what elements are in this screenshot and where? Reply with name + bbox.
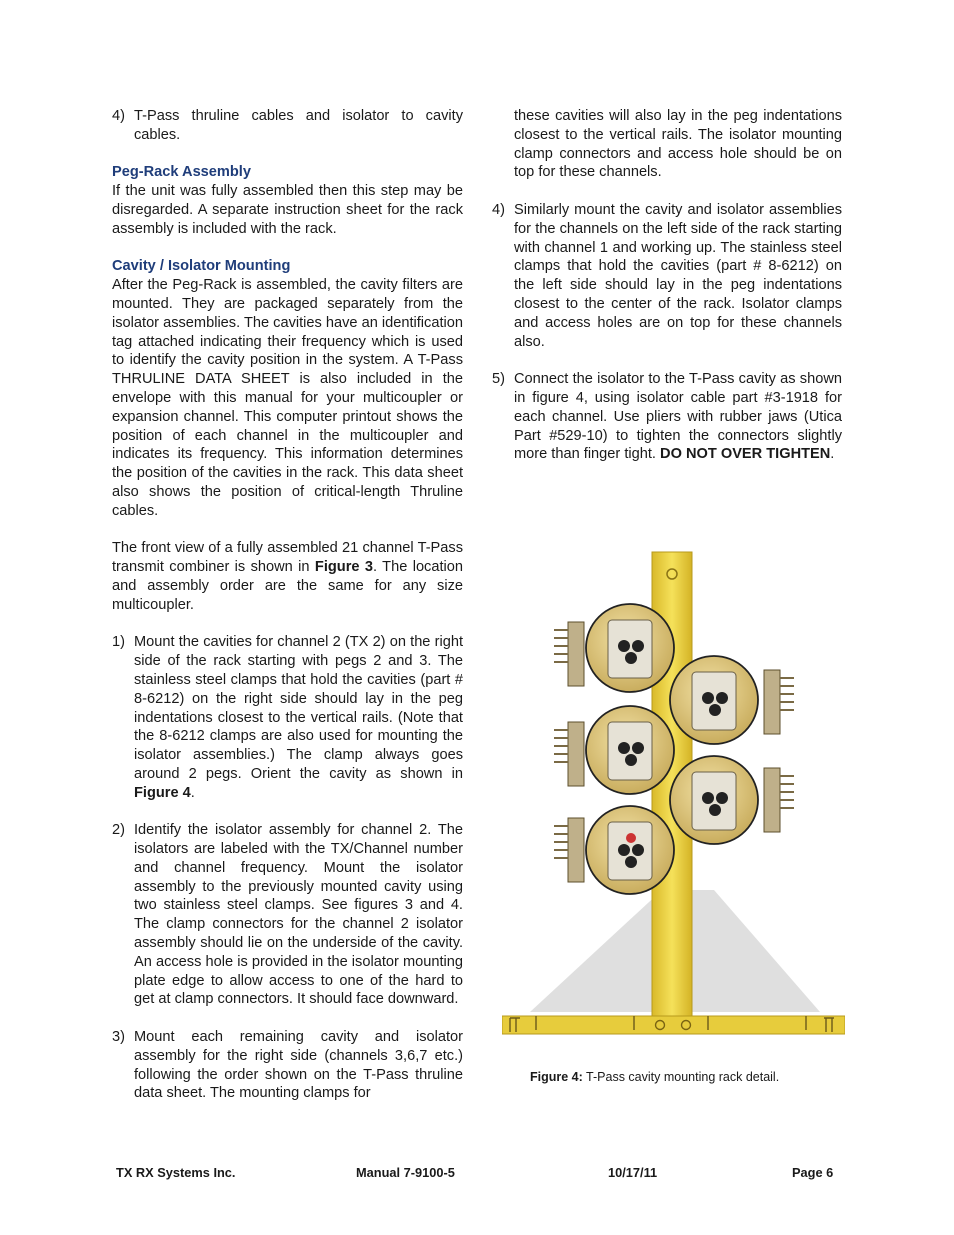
item-text: Identify the isolator assembly for channel 2. The isolators are labeled with the TX/Channel number and channel frequency. Mount the isolator assembly to the previously mounted cavity using two stainless steel clamps. See figures 3 and 4. The clamp connectors for the channel 2 isolator assembly should lie on the underside of the cavity. An access hole is provided in the isolator mounting plate edge to allow access to one of the hard to get at clamp connectors. It should face downward.: [134, 822, 463, 1008]
text-span: Mount the cavities for channel 2 (TX 2) on the right side of the rack starting with pegs 2 and 3. The stainless steel clamps that hold the cavities (part # 8-6212) on the right side should lay in the peg indentations closest to the vertical rails. (Note that the 8-6212 clamps are also used for mounting the isolator assemblies.) The clamp always goes around 2 pegs. Orient the cavity as shown in: [134, 634, 463, 782]
figure-reference: Figure 4: [134, 784, 191, 801]
paragraph: If the unit was fully assembled then this step may be disregarded. A separate instruction sheet for the rack assembly is included with the rack.: [112, 183, 463, 237]
paragraph: After the Peg-Rack is assembled, the cavity filters are mounted. They are packaged separately from the isolator assemblies. The cavities have an identification tag attached indicating their frequency which is used to identify the cavity position in the system. A T-Pass THRULINE DATA SHEET is also included in the envelope with this manual for your multicoupler or expansion channel. This computer printout shows the position of each channel in the multicoupler and indicates its frequency. This information determines the position of the cavities in the rack. This data sheet also shows the position of critical-length Thruline cables.: [112, 277, 463, 519]
item-number: 4): [112, 108, 125, 124]
base-rail: [502, 1016, 845, 1034]
item-text: [134, 633, 463, 802]
list-item: [112, 1028, 463, 1103]
text-span: .: [830, 446, 835, 463]
section-heading-peg-rack: Peg-Rack Assembly: [112, 164, 251, 181]
warning-text: DO NOT OVER TIGHTEN: [660, 446, 831, 463]
right-column: [492, 107, 842, 464]
figure-caption: [530, 1069, 779, 1085]
list-item: [112, 107, 463, 145]
cavity-left-2: [586, 706, 674, 794]
cavity-right-1: [670, 656, 758, 744]
figure-reference: Figure 3: [314, 559, 373, 576]
isolator-brackets-left: [568, 622, 584, 882]
footer-page: Page 6: [792, 1165, 834, 1180]
item-text: [514, 370, 842, 464]
footer-manual: Manual 7-9100-5: [356, 1165, 455, 1180]
list-item: [112, 821, 463, 1009]
section-heading-cavity: Cavity / Isolator Mounting: [112, 258, 291, 275]
cavity-right-2: [670, 756, 758, 844]
cavity-left-1: [586, 604, 674, 692]
caption-label: Figure 4:: [530, 1070, 583, 1084]
isolator-brackets-right: [764, 670, 780, 832]
item-number: 3): [112, 1029, 125, 1046]
item-text: T-Pass thruline cables and isolator to cavity cables.: [134, 108, 463, 143]
rack-figure: [502, 550, 845, 1036]
list-item: [112, 633, 463, 802]
list-item: [492, 201, 842, 351]
footer-company: TX RX Systems Inc.: [116, 1165, 236, 1180]
item-text: Similarly mount the cavity and isolator assemblies for the channels on the left side of the rack starting with channel 1 and working up. The stainless steel clamps that hold the cavities (part # 8-6212) on the left side should lay in the peg indentations closest to the center of the rack. Isolator clamps and access holes are on top for these channels also.: [514, 201, 842, 350]
item-text: Mount each remaining cavity and isolator assembly for the right side (channels 3,6,7 etc.) following the order shown on the T-Pass thruline data sheet. The mounting clamps for: [134, 1029, 463, 1102]
text-span: The front view of a fully assembled 21 channel T-Pass transmit combiner is shown in: [112, 540, 463, 576]
item-number: 4): [492, 201, 505, 218]
list-item: [492, 370, 842, 464]
paragraph: these cavities will also lay in the peg indentations closest to the vertical rails. The isolator mounting clamp connectors and access hole should be on top for these channels.: [514, 108, 842, 181]
item-number: 2): [112, 822, 125, 839]
text-span: .: [190, 784, 195, 801]
text-span: Connect the isolator to the T-Pass cavity as shown in figure 4, using isolator cable part #3-1918 for each channel. Use pliers with rubber jaws (Utica Part #529-10) to tighten the connectors slightly more than finger tight.: [514, 371, 842, 463]
cavity-left-3: [586, 806, 674, 894]
text-span: . The location and assembly order are the same for any size multicoupler.: [112, 559, 463, 613]
caption-text: T-Pass cavity mounting rack detail.: [586, 1070, 780, 1084]
footer-date: 10/17/11: [608, 1165, 658, 1180]
left-column: [112, 107, 463, 1103]
item-number: 1): [112, 634, 125, 651]
item-number: 5): [492, 371, 505, 388]
paragraph: [112, 539, 463, 614]
